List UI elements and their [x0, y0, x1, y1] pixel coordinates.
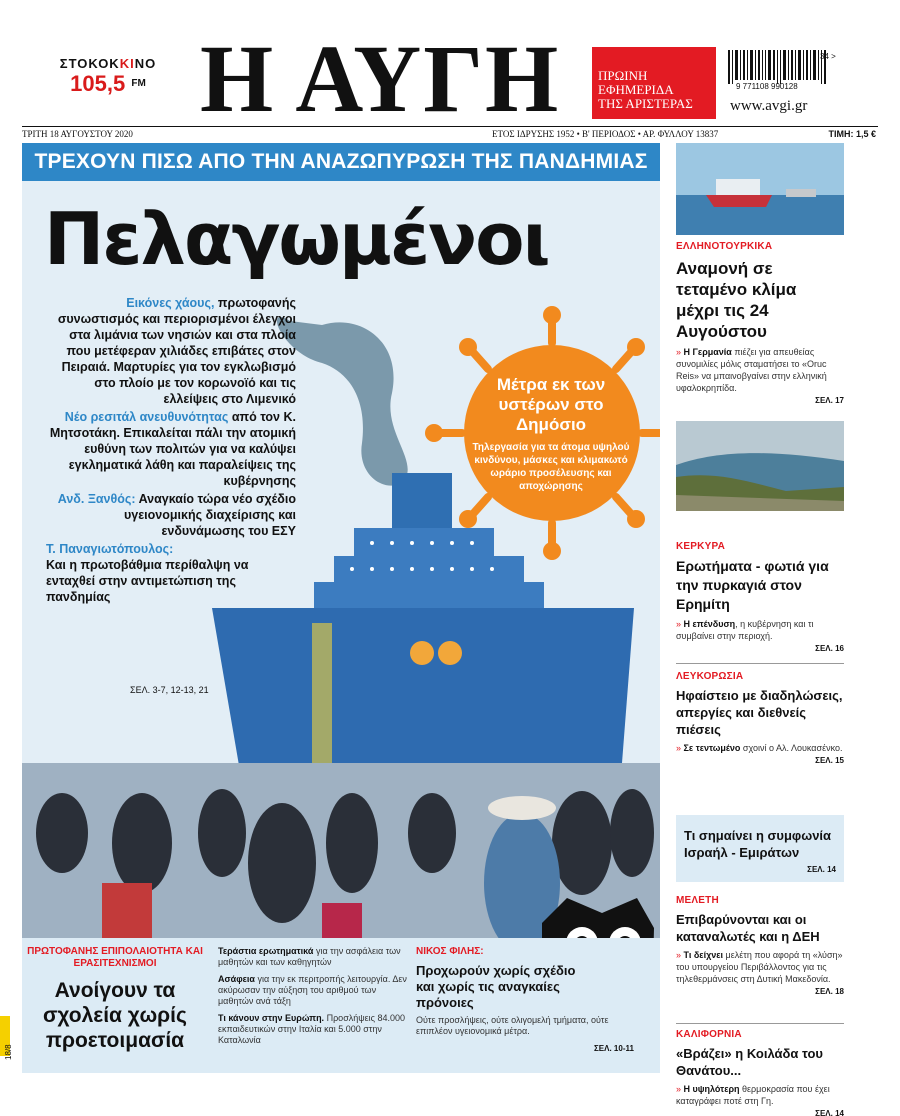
page-reference: ΣΕΛ. 15	[815, 756, 844, 765]
page-reference: ΣΕΛ. 14	[807, 865, 836, 874]
main-headline: Πελαγωμένοι	[44, 197, 549, 281]
page-reference: ΣΕΛ. 18	[815, 987, 844, 996]
sidebar-story-california[interactable]	[676, 1029, 844, 1116]
virus-callout-title: Μέτρα εκ των υστέρων στο Δημόσιο	[496, 375, 606, 434]
schools-kicker: ΠΡΩΤΟΦΑΝΗΣ ΕΠΙΠΟΛΑΙΟΤΗΤΑ ΚΑΙ ΕΡΑΣΙΤΕΧΝΙΣΜΟΙ	[27, 946, 203, 969]
divider	[676, 1023, 844, 1024]
bottom-strip	[22, 938, 660, 1073]
page-reference: ΣΕΛ. 3-7, 12-13, 21	[130, 685, 209, 695]
radio-frequency: 105,5 $^{FM}$	[70, 71, 146, 96]
page-reference: ΣΕΛ. 16	[815, 644, 844, 653]
barcode-number: 9 771108 990128	[736, 82, 798, 91]
website-link[interactable]: www.avgi.gr	[730, 98, 808, 114]
story-kicker: ΛΕΥΚΟΡΩΣΙΑ	[676, 671, 744, 682]
page-reference: ΣΕΛ. 17	[815, 396, 844, 405]
main-story	[22, 143, 660, 1073]
lead-text	[46, 295, 296, 607]
story-headline: Επιβαρύνονται και οι καταναλωτές και η ΔΕΗ	[676, 912, 820, 944]
issue-info: ΕΤΟΣ ΙΔΡΥΣΗΣ 1952 • Β' ΠΕΡΙΟΔΟΣ • ΑΡ. ΦΥΛΛΟΥ 13837	[492, 129, 719, 139]
story-kicker: ΚΕΡΚΥΡΑ	[676, 541, 726, 552]
sidebar-story-belarus[interactable]	[676, 671, 844, 765]
dateline	[22, 126, 878, 141]
filis-headline: Προχωρούν χωρίς σχέδιο και χωρίς τις αναγκαίες πρόνοιες	[416, 963, 576, 1010]
story-kicker: ΚΑΛΙΦΟΡΝΙΑ	[676, 1029, 742, 1040]
story-summary: » Η επένδυση, η κυβέρνηση και τι συμβαίνει στην περιοχή.	[676, 619, 814, 641]
story-kicker: ΕΛΛΗΝΟΤΟΥΡΚΙΚΑ	[676, 241, 773, 252]
filis-text: Ούτε προσλήψεις, ούτε ολιγομελή τμήματα, ούτε επιπλέον υγειονομικά μέτρα.	[416, 1015, 609, 1036]
story-summary: » Η Γερμανία πιέζει για απευθείας συνομιλίες μόλις σταματήσει το «Oruc Reis» να μπαινοβγαίνει στην ελληνική υφαλοκρηπίδα.	[676, 347, 827, 393]
cover-illustration	[22, 143, 660, 1073]
page-reference: ΣΕΛ. 10-11	[594, 1044, 634, 1053]
radio-brand: ΣΤΟΚΟΚΚΙΝΟ	[59, 56, 157, 71]
story-headline: Τι σημαίνει η συμφωνία Ισραήλ - Εμιράτων	[684, 828, 832, 860]
story-summary: » Σε τεντωμένο σχοινί ο Αλ. Λουκασένκο.	[676, 743, 843, 753]
section-banner: ΤΡΕΧΟΥΝ ΠΙΣΩ ΑΠΟ ΤΗΝ ΑΝΑΖΩΠΥΡΩΣΗ ΤΗΣ ΠΑΝΔΗΜΙΑΣ	[22, 143, 660, 181]
lead-paragraph: Ανδ. Ξανθός: Αναγκαίο τώρα νέο σχέδιο υγειονομικής διαχείρισης και ενδυνάμωσης του ΕΣΥ	[57, 492, 296, 538]
lead-paragraph: Τ. Παναγιωτόπουλος: Και η πρωτοβάθμια περίθαλψη να ενταχθεί στην αντιμετώπιση της πανδημίας	[46, 542, 249, 604]
sidebar-story-greekturkish[interactable]	[676, 241, 844, 405]
virus-callout	[462, 375, 640, 493]
filis-kicker: ΝΙΚΟΣ ΦΙΛΗΣ:	[416, 946, 484, 957]
barcode-addon: 34 >	[820, 52, 836, 61]
island-photo	[676, 421, 844, 511]
story-headline: «Βράζει» η Κοιλάδα του Θανάτου...	[676, 1046, 823, 1078]
sidebar-story-corfu[interactable]	[676, 541, 844, 653]
lead-paragraph: Εικόνες χάους, πρωτοφανής συνωστισμός και περιορισμένοι έλεγχοι στα λιμάνια των νησιών και στα πλοία που μετέφεραν χιλιάδες επιβάτες στον Πειραιά. Μαρτυρίες για τον εγκλωβισμό στο πλοίο με τον κορωνοϊό και τις ελλείψεις στο Λιμενικό	[57, 296, 296, 406]
story-headline: Ερωτήματα - φωτιά για την πυρκαγιά στον Ερημίτη	[676, 558, 829, 612]
sidebar-story-study[interactable]	[676, 895, 844, 996]
schools-story[interactable]	[22, 946, 208, 1053]
ship-photo	[676, 143, 844, 235]
sidebar-story-israel[interactable]	[676, 815, 844, 882]
filis-story[interactable]	[416, 946, 660, 1053]
radio-ad	[58, 56, 158, 97]
lead-paragraph: Νέο ρεσιτάλ ανευθυνότητας από τον Κ. Μητσοτάκη. Επικαλείται πάλι την ατομική ευθύνη των πολιτών για να καλύψει εγκληματικά λάθη και παραλείψεις της κυβέρνησης	[49, 410, 296, 488]
issue-price: ΤΙΜΗ: 1,5 €	[828, 129, 876, 139]
virus-callout-text: Τηλεργασία για τα άτομα υψηλού κινδύνου, μάσκες και κλιμακωτό ωράριο προσέλευσης και αποχώρησης	[472, 442, 630, 492]
issue-date: ΤΡΙΤΗ 18 ΑΥΓΟΥΣΤΟΥ 2020	[22, 129, 133, 139]
story-headline: Αναμονή σε τεταμένο κλίμα μέχρι τις 24 Αυγούστου	[676, 259, 797, 341]
tagline-box: ΠΡΩΙΝΗ ΕΦΗΜΕΡΙΔΑ ΤΗΣ ΑΡΙΣΤΕΡΑΣ	[592, 47, 716, 119]
divider	[676, 663, 844, 664]
page-edge-label: 18/8	[4, 1044, 13, 1060]
schools-details: Τεράστια ερωτηματικά για την ασφάλεια των μαθητών και των καθηγητών Ασάφεια για την εκ περιτροπής λειτουργία. Δεν ακύρωσαν την αύξηση του αριθμού των μαθητών ανά τάξη Τι κάνουν στην Ευρώπη. Προσλήψεις 84.000 εκπαιδευτικών στην Ιταλία και 5.000 στην Καταλωνία	[218, 946, 407, 1045]
smoke-plume	[277, 317, 408, 485]
newspaper-title: Η ΑΥΓΗ	[200, 25, 561, 132]
story-headline: Ηφαίστειο με διαδηλώσεις, απεργίες και διεθνείς πιέσεις	[676, 688, 843, 737]
schools-headline: Ανοίγουν τα σχολεία χωρίς προετοιμασία	[43, 979, 187, 1052]
story-summary: » Η υψηλότερη θερμοκρασία που έχει καταγράφει ποτέ στη Γη.	[676, 1084, 830, 1106]
story-kicker: ΜΕΛΕΤΗ	[676, 895, 719, 906]
page-reference: ΣΕΛ. 14	[815, 1109, 844, 1116]
story-summary: » Τι δείχνει μελέτη που αφορά τη «λύση» του υπουργείου Περιβάλλοντος για τις τηλεθερμάνσεις στη Δυτική Μακεδονία.	[676, 950, 843, 984]
